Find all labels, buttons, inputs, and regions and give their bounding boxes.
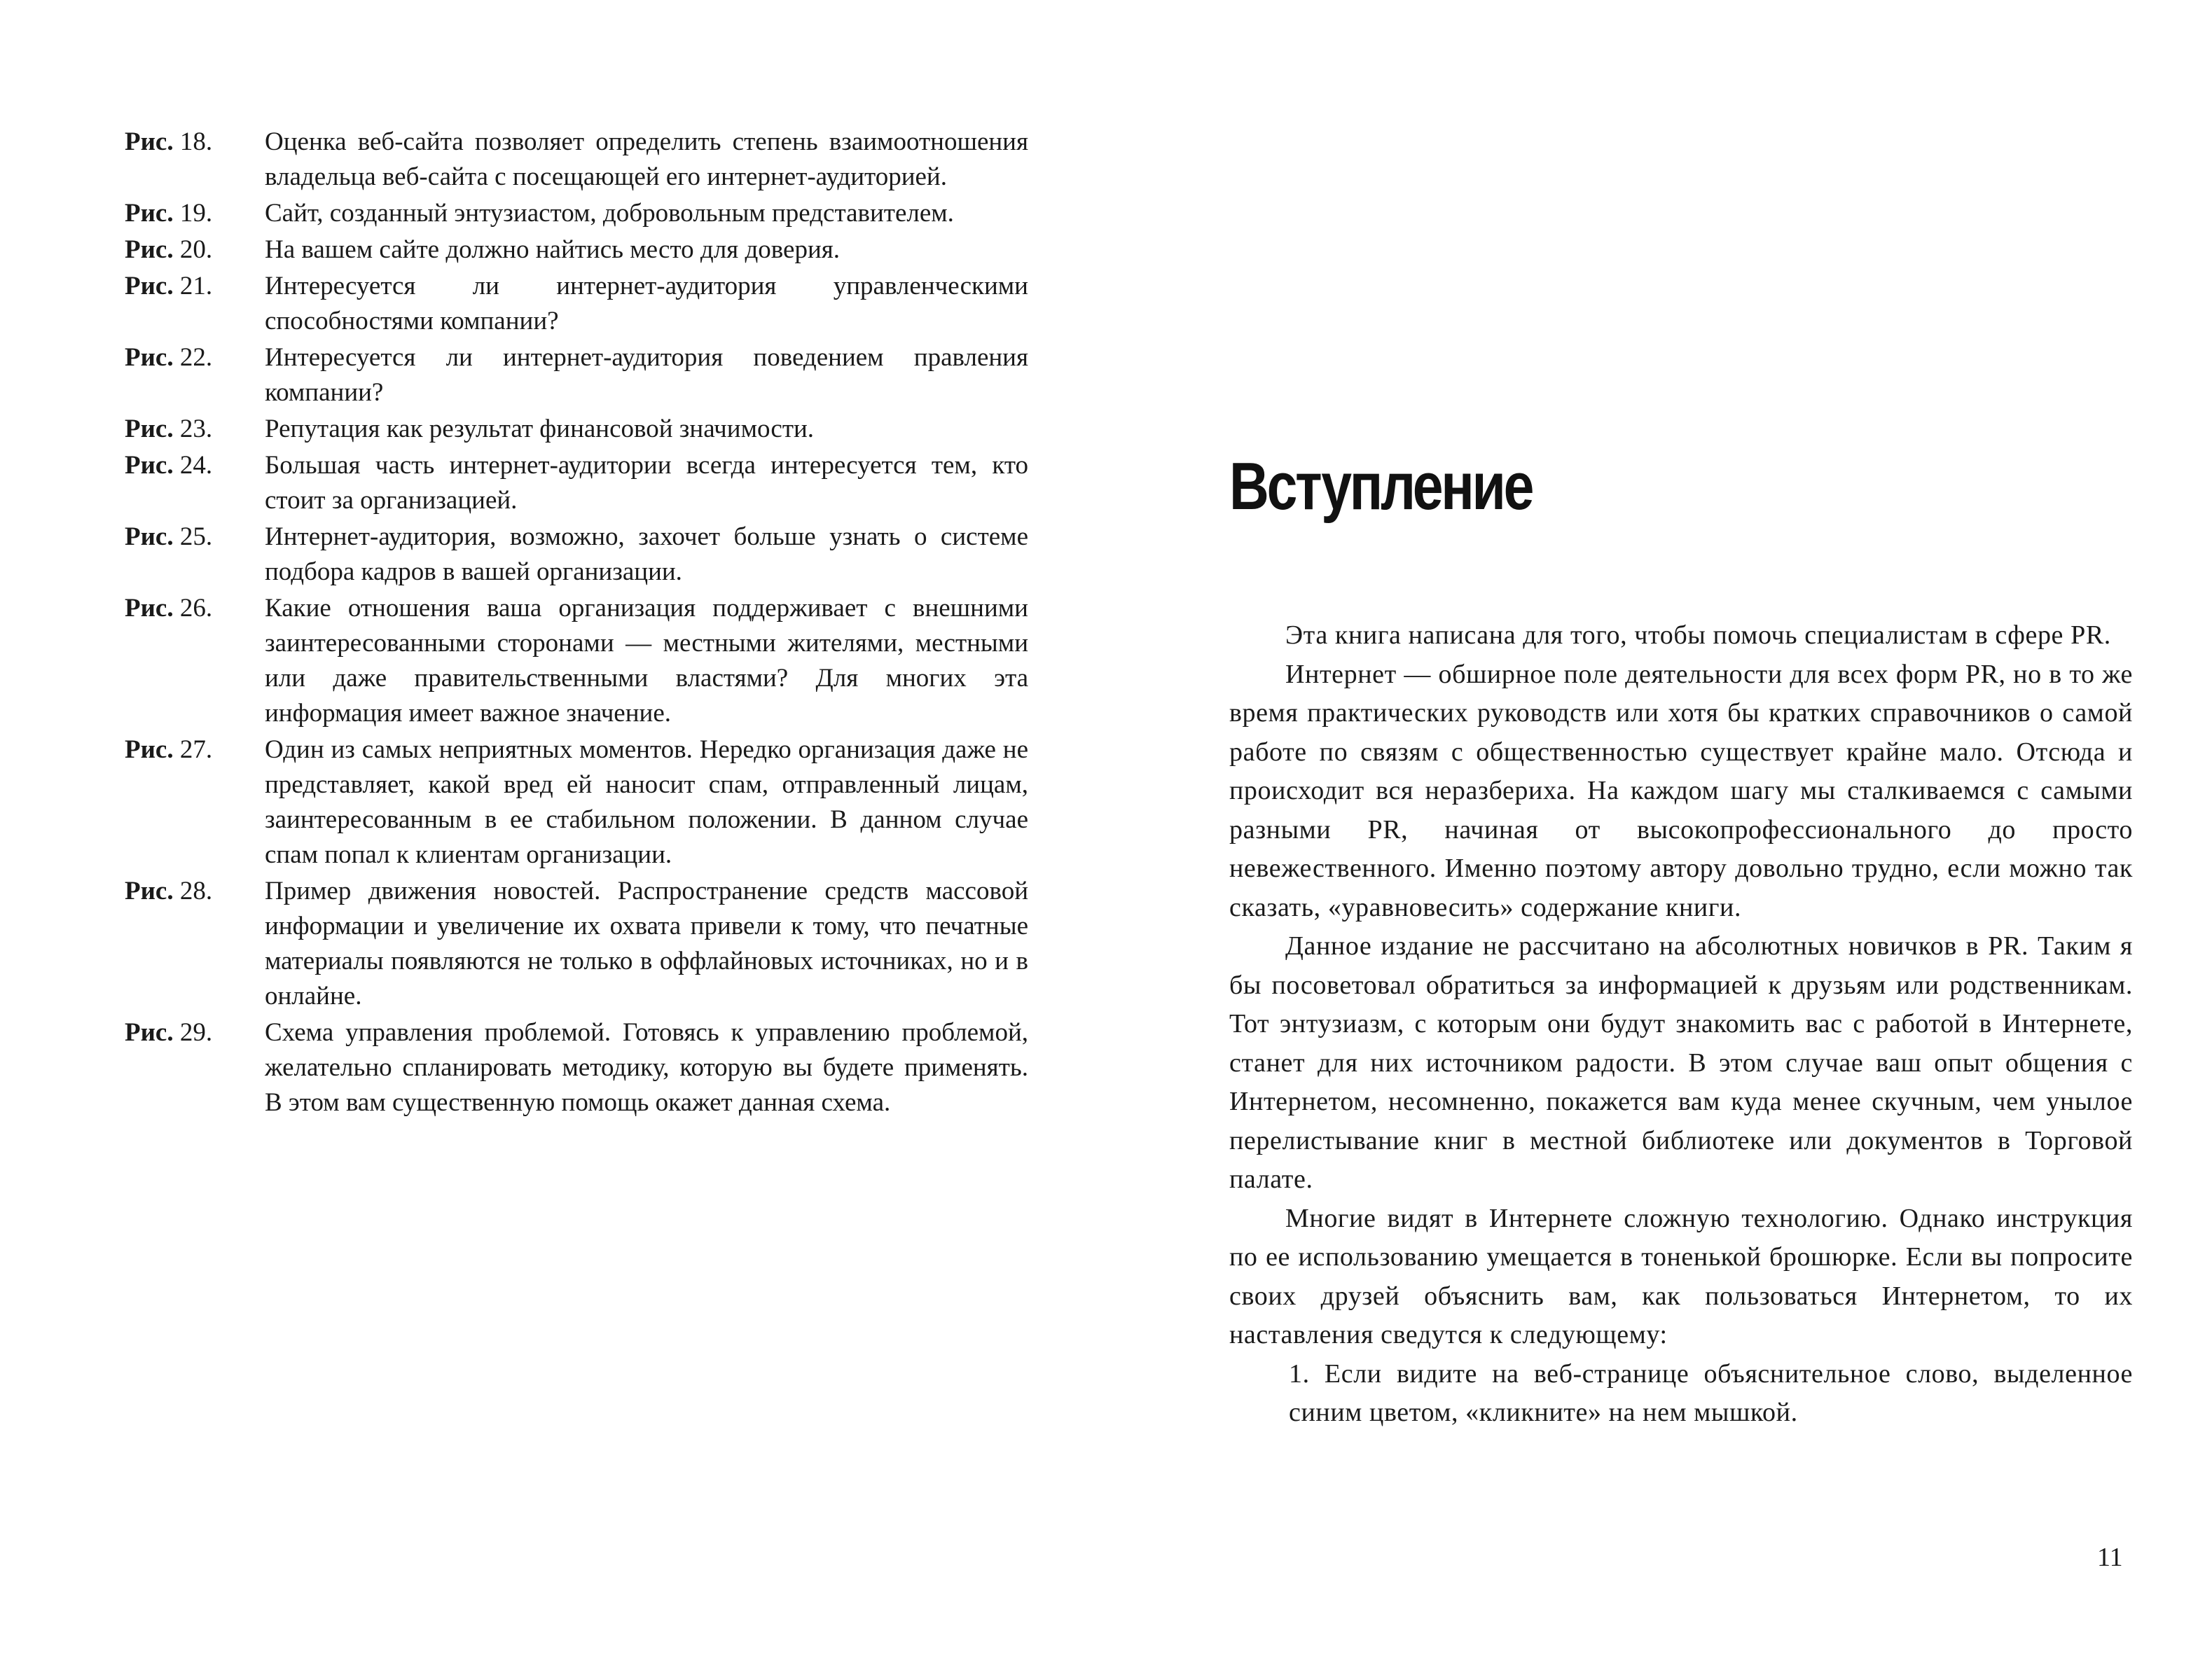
- figure-caption: [125, 1015, 1035, 1120]
- figure-number: 28.: [179, 877, 213, 905]
- figure-number: 23.: [179, 415, 213, 443]
- figure-label: Рис.: [125, 1018, 174, 1047]
- body-paragraph: Интернет — обширное поле деятельности для всех форм PR, но в то же время практических руководств или хотя бы кратких справочников о самой работе по связям с общественностью существует крайне мало. Отсюда и происходит вся неразбериха. На каждом шагу мы сталкиваемся с самыми разными PR, начиная от высокопрофессионального до просто невежественного. Именно поэтому автору довольно трудно, если можно так сказать, «уравновесить» содержание книги.: [1229, 659, 2133, 922]
- figure-label: Рис.: [125, 451, 174, 480]
- figure-caption: [125, 125, 1035, 195]
- figure-text: Интересуется ли интернет-аудитория управленческими способностями компании?: [265, 272, 1028, 335]
- figure-number: 29.: [179, 1018, 213, 1047]
- body-paragraph: Эта книга написана для того, чтобы помочь специалистам в сфере PR.: [1285, 620, 2111, 650]
- figure-caption: [125, 269, 1035, 339]
- figure-label: Рис.: [125, 877, 174, 905]
- figure-label: Рис.: [125, 522, 174, 551]
- figure-caption: [125, 340, 1035, 410]
- figure-text: Какие отношения ваша организация поддерживает с внешними заинтересованными сторонами — местными жителями, местными или даже правительственными властями? Для многих эта информация имеет важное значение.: [265, 594, 1028, 728]
- figure-number: 26.: [179, 594, 213, 623]
- figure-number: 27.: [179, 735, 213, 764]
- numbered-list-item: 1. Если видите на веб-странице объяснительное слово, выделенное синим цветом, «кликните» на нем мышкой.: [1289, 1358, 2133, 1427]
- figure-label: Рис.: [125, 235, 174, 264]
- figure-text: Большая часть интернет-аудитории всегда интересуется тем, кто стоит за организацией.: [265, 451, 1028, 515]
- figure-text: Один из самых неприятных моментов. Нередко организация даже не представляет, какой вред ей наносит спам, отправленный лицам, заинтересованным в ее стабильном положении. В данном случае спам попал к клиентам организации.: [265, 735, 1028, 869]
- figure-caption: [125, 412, 1035, 447]
- chapter-heading: Вступление: [1229, 449, 1533, 524]
- figure-label: Рис.: [125, 199, 174, 228]
- figure-number: 20.: [179, 235, 213, 264]
- figure-label: Рис.: [125, 415, 174, 443]
- chapter-body: [1229, 616, 2133, 1433]
- figure-number: 19.: [179, 199, 213, 228]
- figure-text: Интересуется ли интернет-аудитория поведением правления компании?: [265, 343, 1028, 407]
- figure-number: 24.: [179, 451, 213, 480]
- figure-text: Схема управления проблемой. Готовясь к управлению проблемой, желательно спланировать методику, которую вы будете применять. В этом вам существенную помощь окажет данная схема.: [265, 1018, 1028, 1117]
- page-number: 11: [2097, 1543, 2123, 1572]
- figure-label: Рис.: [125, 343, 174, 372]
- figure-text: Сайт, созданный энтузиастом, добровольным представителем.: [265, 199, 954, 228]
- figure-text: Оценка веб-сайта позволяет определить степень взаимоотношения владельца веб-сайта с посещающей его интернет-аудиторией.: [265, 127, 1028, 191]
- figure-caption: [125, 196, 1035, 231]
- figure-caption: [125, 874, 1035, 1014]
- figure-text: Пример движения новостей. Распространение средств массовой информации и увеличение их охвата привели к тому, что печатные материалы появляются не только в оффлайновых источниках, но и в онлайне.: [265, 877, 1028, 1010]
- figure-caption: [125, 232, 1035, 267]
- figure-label: Рис.: [125, 272, 174, 300]
- figure-caption: [125, 448, 1035, 518]
- figure-text: На вашем сайте должно найтись место для доверия.: [265, 235, 841, 264]
- left-page-figure-list: [125, 125, 1035, 1122]
- figure-number: 21.: [179, 272, 213, 300]
- figure-text: Репутация как результат финансовой значимости.: [265, 415, 815, 443]
- figure-caption: [125, 732, 1035, 873]
- figure-caption: [125, 591, 1035, 731]
- figure-label: Рис.: [125, 127, 174, 156]
- figure-caption: [125, 520, 1035, 590]
- body-paragraph: Данное издание не рассчитано на абсолютных новичков в PR. Таким я бы посоветовал обратиться за информацией к друзьям или родственникам. Тот энтузиазм, с которым они будут знакомить вас с работой в Интернете, станет для них источником радости. В этом случае ваш опыт общения с Интернетом, несомненно, покажется вам куда менее скучным, чем унылое перелистывание книг в местной библиотеке или документов в Торговой палате.: [1229, 931, 2133, 1194]
- figure-label: Рис.: [125, 735, 174, 764]
- figure-label: Рис.: [125, 594, 174, 623]
- figure-text: Интернет-аудитория, возможно, захочет больше узнать о системе подбора кадров в вашей организации.: [265, 522, 1028, 586]
- body-paragraph: Многие видят в Интернете сложную технологию. Однако инструкция по ее использованию умещается в тоненькой брошюрке. Если вы попросите своих друзей объяснить вам, как пользоваться Интернетом, то их наставления сведутся к следующему:: [1229, 1203, 2133, 1349]
- figure-number: 22.: [179, 343, 213, 372]
- figure-number: 18.: [179, 127, 213, 156]
- right-page-introduction: [1229, 0, 2133, 1675]
- figure-number: 25.: [179, 522, 213, 551]
